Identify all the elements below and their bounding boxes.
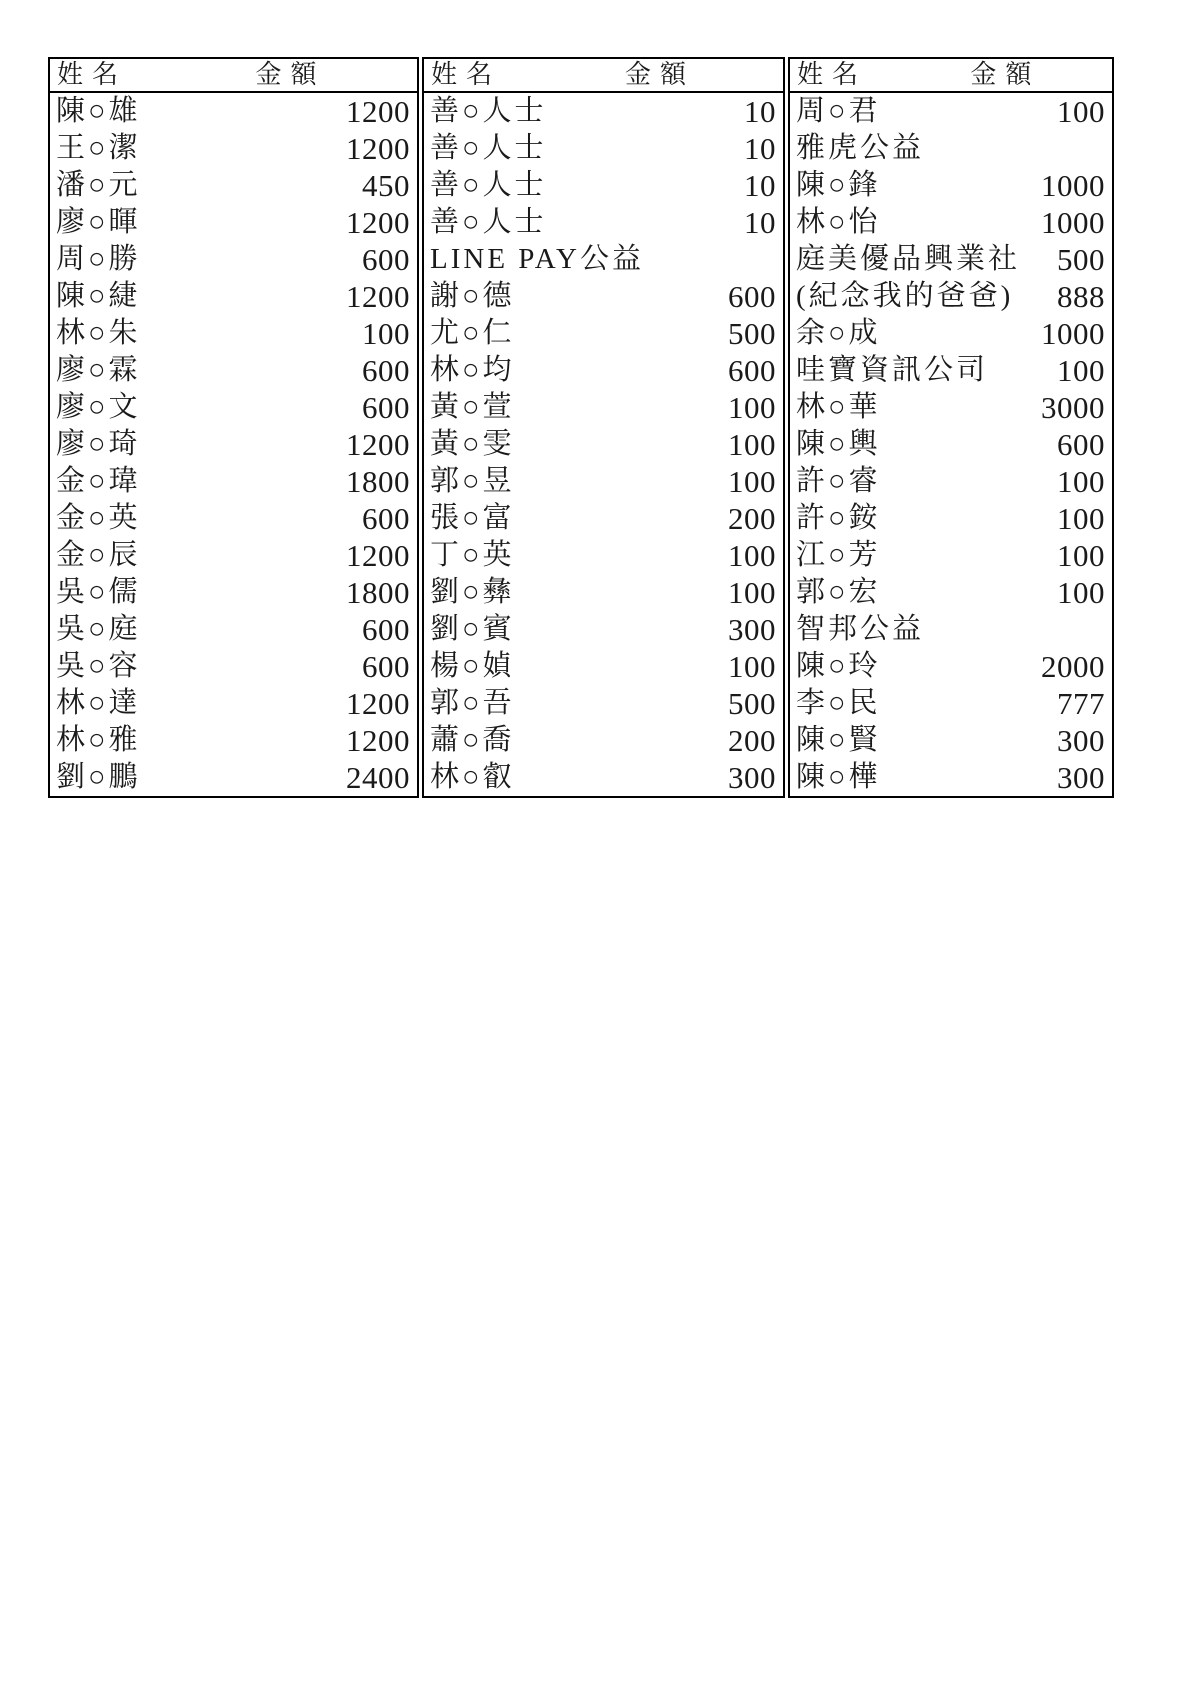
- donor-name: 林○朱: [56, 317, 141, 349]
- donation-amount: 10: [744, 94, 776, 129]
- donation-amount: 600: [362, 390, 410, 425]
- table-row: [50, 389, 417, 426]
- donation-amount: 10: [744, 131, 776, 166]
- donation-table: [48, 57, 1114, 798]
- table-row: [424, 648, 783, 685]
- table-row: [790, 500, 1112, 537]
- donation-amount: 2400: [346, 760, 410, 795]
- header-name-label: 姓名: [57, 60, 128, 89]
- table-row: [50, 685, 417, 722]
- table-row: [790, 93, 1112, 130]
- donor-name: (紀念我的爸爸): [796, 280, 1014, 312]
- donation-amount: 100: [728, 538, 776, 573]
- donation-amount: 1200: [346, 427, 410, 462]
- table-row: [790, 537, 1112, 574]
- donor-name: 陳○鋒: [796, 169, 881, 201]
- donation-amount: 600: [728, 279, 776, 314]
- donation-amount: 1000: [1041, 205, 1105, 240]
- donor-name: 許○銨: [796, 502, 881, 534]
- table-row: [424, 611, 783, 648]
- donation-amount: 888: [1057, 279, 1105, 314]
- table-group-2-rows: [424, 93, 783, 796]
- table-row: [790, 685, 1112, 722]
- donation-amount: 500: [728, 316, 776, 351]
- donation-amount: 600: [362, 501, 410, 536]
- donor-name: 智邦公益: [796, 613, 925, 645]
- header-amount-label: 金額: [970, 60, 1041, 89]
- donation-amount: 100: [728, 427, 776, 462]
- table-row: [424, 315, 783, 352]
- donor-name: 陳○輿: [796, 428, 881, 460]
- table-group-2-header: [424, 59, 783, 93]
- table-row: [790, 389, 1112, 426]
- table-group-1-rows: [50, 93, 417, 796]
- table-row: [424, 537, 783, 574]
- donor-name: 尤○仁: [430, 317, 515, 349]
- donation-amount: 3000: [1041, 390, 1105, 425]
- donation-amount: 1200: [346, 723, 410, 758]
- table-row: [790, 648, 1112, 685]
- donation-amount: 100: [728, 649, 776, 684]
- donor-name: 劉○鵬: [56, 761, 141, 793]
- donation-amount: 300: [1057, 723, 1105, 758]
- donor-name: 善○人士: [430, 206, 547, 238]
- table-group-3-rows: [790, 93, 1112, 796]
- donor-name: 陳○緁: [56, 280, 141, 312]
- table-row: [50, 204, 417, 241]
- donor-name: 廖○琦: [56, 428, 141, 460]
- donor-name: 林○達: [56, 687, 141, 719]
- donor-name: 善○人士: [430, 95, 547, 127]
- table-row: [50, 130, 417, 167]
- donation-amount: 100: [728, 575, 776, 610]
- table-row: [50, 352, 417, 389]
- donor-name: 余○成: [796, 317, 881, 349]
- donor-name: 李○民: [796, 687, 881, 719]
- donor-name: 蕭○喬: [430, 724, 515, 756]
- donor-name: 金○英: [56, 502, 141, 534]
- donation-amount: 300: [728, 612, 776, 647]
- table-row: [790, 130, 1112, 167]
- donation-amount: 500: [728, 686, 776, 721]
- table-row: [424, 759, 783, 796]
- table-row: [424, 130, 783, 167]
- header-name-label: 姓名: [797, 60, 868, 89]
- donor-name: 郭○昱: [430, 465, 515, 497]
- donor-name: 陳○玲: [796, 650, 881, 682]
- table-group-3: [788, 57, 1114, 798]
- table-row: [424, 278, 783, 315]
- donor-name: 林○華: [796, 391, 881, 423]
- donor-name: 陳○樺: [796, 761, 881, 793]
- table-row: [50, 722, 417, 759]
- donation-amount: 1200: [346, 94, 410, 129]
- donor-name: 郭○宏: [796, 576, 881, 608]
- donor-name: 劉○彝: [430, 576, 515, 608]
- table-row: [424, 93, 783, 130]
- donation-amount: 1200: [346, 279, 410, 314]
- donation-amount: 100: [1057, 575, 1105, 610]
- donation-amount: 600: [1057, 427, 1105, 462]
- donation-amount: 300: [728, 760, 776, 795]
- table-group-1-header: [50, 59, 417, 93]
- table-row: [790, 315, 1112, 352]
- donor-name: 庭美優品興業社: [796, 243, 1021, 275]
- table-row: [790, 611, 1112, 648]
- table-group-3-header: [790, 59, 1112, 93]
- donor-name: 廖○霖: [56, 354, 141, 386]
- donor-name: 許○睿: [796, 465, 881, 497]
- donation-amount: 600: [362, 242, 410, 277]
- donor-name: 周○君: [796, 95, 881, 127]
- table-row: [50, 278, 417, 315]
- table-row: [790, 278, 1112, 315]
- donation-amount: 600: [362, 353, 410, 388]
- donor-name: 哇寶資訊公司: [796, 354, 989, 386]
- table-row: [50, 537, 417, 574]
- table-row: [50, 648, 417, 685]
- table-row: [424, 167, 783, 204]
- donor-name: 江○芳: [796, 539, 881, 571]
- donor-name: 林○叡: [430, 761, 515, 793]
- table-row: [50, 574, 417, 611]
- table-row: [790, 352, 1112, 389]
- donor-name: 雅虎公益: [796, 132, 925, 164]
- donation-amount: 1200: [346, 686, 410, 721]
- donor-name: 謝○德: [430, 280, 515, 312]
- donor-name: 楊○媜: [430, 650, 515, 682]
- donation-amount: 100: [362, 316, 410, 351]
- donation-amount: 100: [1057, 94, 1105, 129]
- donor-name: 金○辰: [56, 539, 141, 571]
- donor-name: 陳○雄: [56, 95, 141, 127]
- table-row: [50, 759, 417, 796]
- table-row: [790, 759, 1112, 796]
- table-row: [424, 500, 783, 537]
- donor-name: 黃○萱: [430, 391, 515, 423]
- table-row: [424, 463, 783, 500]
- header-amount-label: 金額: [625, 60, 696, 89]
- donor-name: 金○瑋: [56, 465, 141, 497]
- donor-name: 善○人士: [430, 132, 547, 164]
- donation-amount: 100: [1057, 464, 1105, 499]
- donor-name: 潘○元: [56, 169, 141, 201]
- table-row: [50, 167, 417, 204]
- donor-name: 林○怡: [796, 206, 881, 238]
- donation-amount: 500: [1057, 242, 1105, 277]
- donor-name: 廖○暉: [56, 206, 141, 238]
- donor-name: 吳○庭: [56, 613, 141, 645]
- donor-name: 陳○賢: [796, 724, 881, 756]
- donation-amount: 100: [728, 464, 776, 499]
- donation-amount: 2000: [1041, 649, 1105, 684]
- donation-amount: 100: [1057, 501, 1105, 536]
- donation-amount: 450: [362, 168, 410, 203]
- header-name-label: 姓名: [431, 60, 502, 89]
- table-row: [790, 167, 1112, 204]
- donation-amount: 300: [1057, 760, 1105, 795]
- donation-amount: 200: [728, 723, 776, 758]
- table-row: [424, 685, 783, 722]
- table-row: [790, 574, 1112, 611]
- table-row: [50, 241, 417, 278]
- donation-amount: 1200: [346, 538, 410, 573]
- donation-amount: 10: [744, 168, 776, 203]
- donor-name: 吳○容: [56, 650, 141, 682]
- table-row: [790, 426, 1112, 463]
- donation-amount: 100: [1057, 353, 1105, 388]
- donation-amount: 600: [362, 612, 410, 647]
- donor-name: 黃○雯: [430, 428, 515, 460]
- donor-name: 丁○英: [430, 539, 515, 571]
- donor-name: LINE PAY公益: [430, 243, 644, 275]
- donor-name: 劉○賓: [430, 613, 515, 645]
- table-row: [50, 426, 417, 463]
- table-row: [50, 611, 417, 648]
- donation-amount: 600: [362, 649, 410, 684]
- donor-name: 王○潔: [56, 132, 141, 164]
- table-row: [50, 463, 417, 500]
- table-row: [790, 722, 1112, 759]
- donation-amount: 100: [1057, 538, 1105, 573]
- donor-name: 郭○吾: [430, 687, 515, 719]
- header-amount-label: 金額: [255, 60, 326, 89]
- donor-name: 張○富: [430, 502, 515, 534]
- donor-name: 廖○文: [56, 391, 141, 423]
- donation-amount: 1200: [346, 205, 410, 240]
- table-row: [424, 722, 783, 759]
- donation-amount: 1000: [1041, 316, 1105, 351]
- donation-amount: 1200: [346, 131, 410, 166]
- donation-amount: 1800: [346, 575, 410, 610]
- donation-amount: 777: [1057, 686, 1105, 721]
- donation-amount: 100: [728, 390, 776, 425]
- table-row: [50, 500, 417, 537]
- table-row: [790, 204, 1112, 241]
- table-row: [424, 426, 783, 463]
- donor-name: 周○勝: [56, 243, 141, 275]
- table-row: [424, 352, 783, 389]
- donor-name: 吳○儒: [56, 576, 141, 608]
- donation-amount: 1800: [346, 464, 410, 499]
- donor-name: 善○人士: [430, 169, 547, 201]
- table-row: [424, 389, 783, 426]
- donation-amount: 10: [744, 205, 776, 240]
- donation-amount: 200: [728, 501, 776, 536]
- table-row: [424, 574, 783, 611]
- table-row: [50, 93, 417, 130]
- donation-amount: 600: [728, 353, 776, 388]
- table-row: [50, 315, 417, 352]
- table-group-2: [422, 57, 785, 798]
- table-row: [790, 241, 1112, 278]
- donation-amount: 1000: [1041, 168, 1105, 203]
- table-row: [790, 463, 1112, 500]
- donor-name: 林○均: [430, 354, 515, 386]
- donor-name: 林○雅: [56, 724, 141, 756]
- table-group-1: [48, 57, 419, 798]
- table-row: [424, 204, 783, 241]
- table-row: [424, 241, 783, 278]
